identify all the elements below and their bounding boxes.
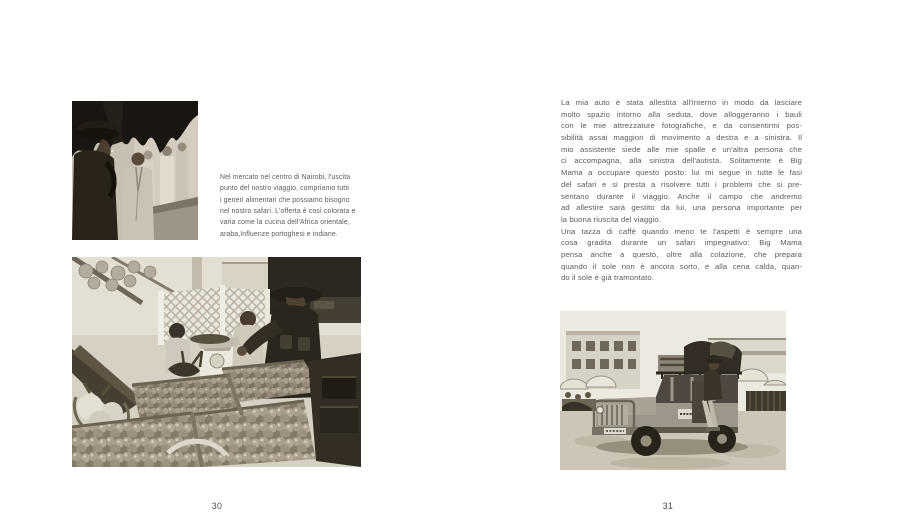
caption-line: i generi alimentari che possiamo bisogno xyxy=(220,196,350,204)
body-text-line: cosa gradita durante un safari impegnativo: Big Mama xyxy=(561,238,802,248)
safari-truck-photo xyxy=(560,311,786,470)
caption-line: varia come la cucina dell'Africa orientale, xyxy=(220,219,350,227)
body-text-line: mio assistente siede alle mie spalle e un'altra persona che xyxy=(561,144,802,154)
produce-market-photo xyxy=(72,257,361,467)
caption-line: punto del nostro viaggio, compriamo tutti xyxy=(220,185,350,193)
photo-caption xyxy=(220,172,370,240)
produce-market-illustration xyxy=(72,257,361,467)
body-text-line: ci accompagna, alla sinistra dell'autista. Solitamente è Big xyxy=(561,156,802,166)
body-text-line: molto spazio intorno alla seduta, dove alloggeranno i bauli xyxy=(561,109,802,119)
body-text-line: sibilità assai maggiori di movimento a destra e a sinistra. Il xyxy=(561,133,802,143)
body-text-line: con le mie attrezzature fotografiche, e da consentirmi pos- xyxy=(561,121,802,131)
body-text-line: La mia auto è stata allestita all'interno in modo da lasciare xyxy=(561,98,802,107)
body-text xyxy=(561,97,802,284)
body-text-line: pensa anche a questo, oltre alla colazione, che prepara xyxy=(561,249,802,259)
butcher-market-illustration xyxy=(72,101,198,240)
caption-line: araba,Influenze portoghesi e indiane. xyxy=(220,230,338,238)
body-text-line: ad allestire sarà gestito da lui, una persona importante per xyxy=(561,203,802,213)
body-text-line: sentano durante il viaggio. Anche il campo che andremo xyxy=(561,191,802,201)
safari-truck-illustration xyxy=(560,311,786,470)
body-text-line: Una tazza di caffè quando meno te l'aspetti è sempre una xyxy=(561,226,802,236)
body-text-line: Mama a occupare questo posto: lui mi segue in tutte le fasi xyxy=(561,168,802,178)
body-text-line: do il sole è già tramontato. xyxy=(561,273,654,283)
butcher-market-photo xyxy=(72,101,198,240)
body-text-line: del safari e si presta a risolvere tutti i problemi che si pre- xyxy=(561,179,802,189)
caption-line: Nel mercato nel centro di Nairobi, l'uscita xyxy=(220,174,351,181)
page-number-right: 31 xyxy=(662,501,674,511)
body-text-line: la buona riuscita del viaggio. xyxy=(561,214,662,224)
body-text-line: quando il sole non è ancora sorto, e alla cena calda, quan- xyxy=(561,261,802,271)
page-number-left: 30 xyxy=(211,501,223,511)
caption-line: nel nostro safari. L'offerta è così colorata e xyxy=(220,208,356,216)
